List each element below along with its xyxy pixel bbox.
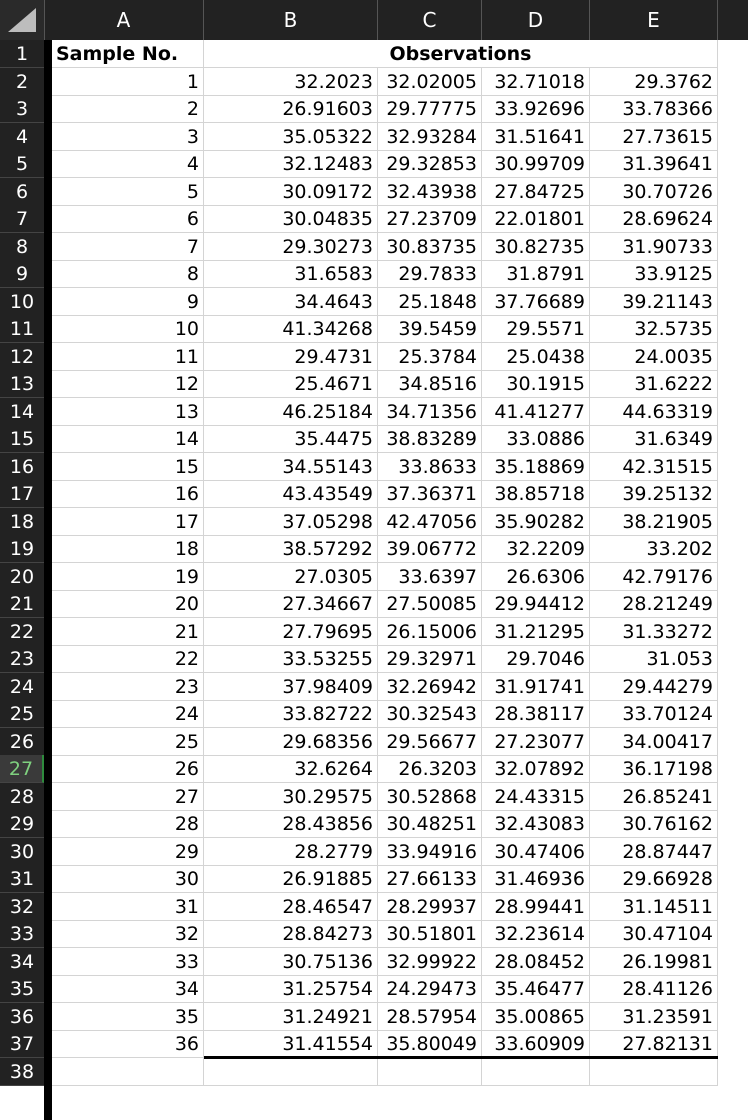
- cell-d16[interactable]: 35.18869: [482, 453, 590, 481]
- cell-a35[interactable]: 34: [52, 975, 204, 1003]
- cell-c24[interactable]: 32.26942: [378, 673, 482, 701]
- row-header-18[interactable]: 18: [0, 508, 44, 536]
- cell-c28[interactable]: 30.52868: [378, 783, 482, 811]
- row-header-36[interactable]: 36: [0, 1003, 44, 1031]
- cell-e11[interactable]: 32.5735: [590, 315, 718, 343]
- cell-e18[interactable]: 38.21905: [590, 508, 718, 536]
- cell-a31[interactable]: 30: [52, 865, 204, 893]
- cell-c4[interactable]: 32.93284: [378, 123, 482, 151]
- cell-d23[interactable]: 29.7046: [482, 645, 590, 673]
- cell-c16[interactable]: 33.8633: [378, 453, 482, 481]
- cell-b14[interactable]: 46.25184: [204, 398, 378, 426]
- row-header-4[interactable]: 4: [0, 123, 44, 151]
- cell-a32[interactable]: 31: [52, 893, 204, 921]
- cell-b24[interactable]: 37.98409: [204, 673, 378, 701]
- row-header-33[interactable]: 33: [0, 920, 44, 948]
- cell-c12[interactable]: 25.3784: [378, 343, 482, 371]
- row-header-13[interactable]: 13: [0, 370, 44, 398]
- cell-e3[interactable]: 33.78366: [590, 95, 718, 123]
- cell-e13[interactable]: 31.6222: [590, 370, 718, 398]
- cell-e20[interactable]: 42.79176: [590, 563, 718, 591]
- column-header-e[interactable]: E: [590, 0, 718, 40]
- row-header-divider: [44, 40, 52, 1120]
- cell-e25[interactable]: 33.70124: [590, 700, 718, 728]
- cell-d34[interactable]: 28.08452: [482, 948, 590, 976]
- cell-a4[interactable]: 3: [52, 123, 204, 151]
- cell-e24[interactable]: 29.44279: [590, 673, 718, 701]
- cell-e15[interactable]: 31.6349: [590, 425, 718, 453]
- cell-c22[interactable]: 26.15006: [378, 618, 482, 646]
- cell-b15[interactable]: 35.4475: [204, 425, 378, 453]
- cell-a33[interactable]: 32: [52, 920, 204, 948]
- cell-b18[interactable]: 37.05298: [204, 508, 378, 536]
- cell-a37[interactable]: 36: [52, 1030, 204, 1058]
- cell-c15[interactable]: 38.83289: [378, 425, 482, 453]
- cell-a16[interactable]: 15: [52, 453, 204, 481]
- cell-d30[interactable]: 30.47406: [482, 838, 590, 866]
- cell-a34[interactable]: 33: [52, 948, 204, 976]
- cell-a24[interactable]: 23: [52, 673, 204, 701]
- row-header-1[interactable]: 1: [0, 40, 44, 68]
- row-header-34[interactable]: 34: [0, 948, 44, 976]
- cell-c13[interactable]: 34.8516: [378, 370, 482, 398]
- cell-e12[interactable]: 24.0035: [590, 343, 718, 371]
- cell-c14[interactable]: 34.71356: [378, 398, 482, 426]
- cell-e17[interactable]: 39.25132: [590, 480, 718, 508]
- cell-c2[interactable]: 32.02005: [378, 68, 482, 96]
- row-header-26[interactable]: 26: [0, 728, 44, 756]
- cell-e6[interactable]: 30.70726: [590, 178, 718, 206]
- cell-a10[interactable]: 9: [52, 288, 204, 316]
- cell-d32[interactable]: 28.99441: [482, 893, 590, 921]
- cell-c5[interactable]: 29.32853: [378, 150, 482, 178]
- row-header-32[interactable]: 32: [0, 893, 44, 921]
- cell-b19[interactable]: 38.57292: [204, 535, 378, 563]
- row-header-16[interactable]: 16: [0, 453, 44, 481]
- column-header-a[interactable]: A: [44, 0, 204, 40]
- cell-c19[interactable]: 39.06772: [378, 535, 482, 563]
- cell-b29[interactable]: 28.43856: [204, 810, 378, 838]
- cell-d7[interactable]: 22.01801: [482, 205, 590, 233]
- cell-e38[interactable]: [590, 1058, 718, 1086]
- select-all-corner[interactable]: [0, 0, 45, 40]
- cell-b27[interactable]: 32.6264: [204, 755, 378, 783]
- cell-e26[interactable]: 34.00417: [590, 728, 718, 756]
- cell-c30[interactable]: 33.94916: [378, 838, 482, 866]
- cell-b32[interactable]: 28.46547: [204, 893, 378, 921]
- cell-b34[interactable]: 30.75136: [204, 948, 378, 976]
- row-header-10[interactable]: 10: [0, 288, 44, 316]
- cell-c26[interactable]: 29.56677: [378, 728, 482, 756]
- cell-b36[interactable]: 31.24921: [204, 1003, 378, 1031]
- cell-a17[interactable]: 16: [52, 480, 204, 508]
- cell-c31[interactable]: 27.66133: [378, 865, 482, 893]
- cell-d12[interactable]: 25.0438: [482, 343, 590, 371]
- cell-e14[interactable]: 44.63319: [590, 398, 718, 426]
- cell-d17[interactable]: 38.85718: [482, 480, 590, 508]
- row-header-37[interactable]: 37: [0, 1030, 44, 1058]
- cell-a11[interactable]: 10: [52, 315, 204, 343]
- cell-d22[interactable]: 31.21295: [482, 618, 590, 646]
- cell-b9[interactable]: 31.6583: [204, 260, 378, 288]
- cell-c3[interactable]: 29.77775: [378, 95, 482, 123]
- cell-b3[interactable]: 26.91603: [204, 95, 378, 123]
- cell-a38[interactable]: [52, 1058, 204, 1086]
- cell-d21[interactable]: 29.94412: [482, 590, 590, 618]
- row-header-6[interactable]: 6: [0, 178, 44, 206]
- cell-e31[interactable]: 29.66928: [590, 865, 718, 893]
- cell-b7[interactable]: 30.04835: [204, 205, 378, 233]
- cell-d3[interactable]: 33.92696: [482, 95, 590, 123]
- cell-e22[interactable]: 31.33272: [590, 618, 718, 646]
- cell-c27[interactable]: 26.3203: [378, 755, 482, 783]
- cell-e2[interactable]: 29.3762: [590, 68, 718, 96]
- cell-e33[interactable]: 30.47104: [590, 920, 718, 948]
- row-header-20[interactable]: 20: [0, 563, 44, 591]
- cell-b22[interactable]: 27.79695: [204, 618, 378, 646]
- cell-d20[interactable]: 26.6306: [482, 563, 590, 591]
- cell-d13[interactable]: 30.1915: [482, 370, 590, 398]
- row-header-17[interactable]: 17: [0, 480, 44, 508]
- cell-a30[interactable]: 29: [52, 838, 204, 866]
- cell-b12[interactable]: 29.4731: [204, 343, 378, 371]
- cell-a36[interactable]: 35: [52, 1003, 204, 1031]
- cell-e28[interactable]: 26.85241: [590, 783, 718, 811]
- cell-e37[interactable]: 27.82131: [590, 1030, 718, 1058]
- cell-a7[interactable]: 6: [52, 205, 204, 233]
- cell-c29[interactable]: 30.48251: [378, 810, 482, 838]
- cell-b26[interactable]: 29.68356: [204, 728, 378, 756]
- cell-d11[interactable]: 29.5571: [482, 315, 590, 343]
- cell-c33[interactable]: 30.51801: [378, 920, 482, 948]
- cell-e7[interactable]: 28.69624: [590, 205, 718, 233]
- cell-a18[interactable]: 17: [52, 508, 204, 536]
- row-header-22[interactable]: 22: [0, 618, 44, 646]
- cell-d24[interactable]: 31.91741: [482, 673, 590, 701]
- cell-a23[interactable]: 22: [52, 645, 204, 673]
- cell-b8[interactable]: 29.30273: [204, 233, 378, 261]
- cell-d38[interactable]: [482, 1058, 590, 1086]
- row-header-8[interactable]: 8: [0, 233, 44, 261]
- cell-e36[interactable]: 31.23591: [590, 1003, 718, 1031]
- cell-e5[interactable]: 31.39641: [590, 150, 718, 178]
- cell-e9[interactable]: 33.9125: [590, 260, 718, 288]
- cell-c8[interactable]: 30.83735: [378, 233, 482, 261]
- cell-b13[interactable]: 25.4671: [204, 370, 378, 398]
- cell-a2[interactable]: 1: [52, 68, 204, 96]
- row-header-25[interactable]: 25: [0, 700, 44, 728]
- cell-b2[interactable]: 32.2023: [204, 68, 378, 96]
- cell-a21[interactable]: 20: [52, 590, 204, 618]
- cell-d31[interactable]: 31.46936: [482, 865, 590, 893]
- cell-a29[interactable]: 28: [52, 810, 204, 838]
- cell-b11[interactable]: 41.34268: [204, 315, 378, 343]
- row-header-30[interactable]: 30: [0, 838, 44, 866]
- row-header-24[interactable]: 24: [0, 673, 44, 701]
- cell-b6[interactable]: 30.09172: [204, 178, 378, 206]
- cell-d14[interactable]: 41.41277: [482, 398, 590, 426]
- cell-c18[interactable]: 42.47056: [378, 508, 482, 536]
- cell-b33[interactable]: 28.84273: [204, 920, 378, 948]
- cell-e4[interactable]: 27.73615: [590, 123, 718, 151]
- cell-b4[interactable]: 35.05322: [204, 123, 378, 151]
- row-header-27[interactable]: 27: [0, 755, 44, 783]
- cell-e8[interactable]: 31.90733: [590, 233, 718, 261]
- row-header-31[interactable]: 31: [0, 865, 44, 893]
- cell-e29[interactable]: 30.76162: [590, 810, 718, 838]
- cell-a19[interactable]: 18: [52, 535, 204, 563]
- cell-d2[interactable]: 32.71018: [482, 68, 590, 96]
- cell-b25[interactable]: 33.82722: [204, 700, 378, 728]
- cell-a9[interactable]: 8: [52, 260, 204, 288]
- row-header-29[interactable]: 29: [0, 810, 44, 838]
- cell-e30[interactable]: 28.87447: [590, 838, 718, 866]
- cell-d29[interactable]: 32.43083: [482, 810, 590, 838]
- cell-e21[interactable]: 28.21249: [590, 590, 718, 618]
- cell-d36[interactable]: 35.00865: [482, 1003, 590, 1031]
- cell-b16[interactable]: 34.55143: [204, 453, 378, 481]
- row-header-35[interactable]: 35: [0, 975, 44, 1003]
- cell-c36[interactable]: 28.57954: [378, 1003, 482, 1031]
- cell-b23[interactable]: 33.53255: [204, 645, 378, 673]
- cell-e32[interactable]: 31.14511: [590, 893, 718, 921]
- cell-c38[interactable]: [378, 1058, 482, 1086]
- row-header-15[interactable]: 15: [0, 425, 44, 453]
- cell-b35[interactable]: 31.25754: [204, 975, 378, 1003]
- cell-a6[interactable]: 5: [52, 178, 204, 206]
- cell-c10[interactable]: 25.1848: [378, 288, 482, 316]
- cell-b38[interactable]: [204, 1058, 378, 1086]
- cell-b31[interactable]: 26.91885: [204, 865, 378, 893]
- cell-d25[interactable]: 28.38117: [482, 700, 590, 728]
- cell-c7[interactable]: 27.23709: [378, 205, 482, 233]
- cell-a28[interactable]: 27: [52, 783, 204, 811]
- cell-d33[interactable]: 32.23614: [482, 920, 590, 948]
- cell-a8[interactable]: 7: [52, 233, 204, 261]
- row-header-19[interactable]: 19: [0, 535, 44, 563]
- cell-d35[interactable]: 35.46477: [482, 975, 590, 1003]
- row-header-2[interactable]: 2: [0, 68, 44, 96]
- cell-d8[interactable]: 30.82735: [482, 233, 590, 261]
- cell-d10[interactable]: 37.76689: [482, 288, 590, 316]
- cell-c11[interactable]: 39.5459: [378, 315, 482, 343]
- cell-a5[interactable]: 4: [52, 150, 204, 178]
- cell-a27[interactable]: 26: [52, 755, 204, 783]
- select-all-icon: [8, 8, 36, 32]
- cell-a14[interactable]: 13: [52, 398, 204, 426]
- cell-b37[interactable]: 31.41554: [204, 1030, 378, 1058]
- cell-a15[interactable]: 14: [52, 425, 204, 453]
- cell-c23[interactable]: 29.32971: [378, 645, 482, 673]
- cell-a22[interactable]: 21: [52, 618, 204, 646]
- cell-c37[interactable]: 35.80049: [378, 1030, 482, 1058]
- row-header-14[interactable]: 14: [0, 398, 44, 426]
- row-header-28[interactable]: 28: [0, 783, 44, 811]
- cell-e27[interactable]: 36.17198: [590, 755, 718, 783]
- cell-d18[interactable]: 35.90282: [482, 508, 590, 536]
- row-header-3[interactable]: 3: [0, 95, 44, 123]
- column-header-d[interactable]: D: [482, 0, 590, 40]
- cell-e23[interactable]: 31.053: [590, 645, 718, 673]
- row-header-5[interactable]: 5: [0, 150, 44, 178]
- cell-d28[interactable]: 24.43315: [482, 783, 590, 811]
- column-header-c[interactable]: C: [378, 0, 482, 40]
- cell-c25[interactable]: 30.32543: [378, 700, 482, 728]
- cell-b21[interactable]: 27.34667: [204, 590, 378, 618]
- row-header-21[interactable]: 21: [0, 590, 44, 618]
- cell-d5[interactable]: 30.99709: [482, 150, 590, 178]
- cell-b20[interactable]: 27.0305: [204, 563, 378, 591]
- row-header-23[interactable]: 23: [0, 645, 44, 673]
- row-header-7[interactable]: 7: [0, 205, 44, 233]
- cell-c35[interactable]: 24.29473: [378, 975, 482, 1003]
- cell-c21[interactable]: 27.50085: [378, 590, 482, 618]
- cell-b30[interactable]: 28.2779: [204, 838, 378, 866]
- cell-d9[interactable]: 31.8791: [482, 260, 590, 288]
- cell-a20[interactable]: 19: [52, 563, 204, 591]
- cell-a26[interactable]: 25: [52, 728, 204, 756]
- cell-c6[interactable]: 32.43938: [378, 178, 482, 206]
- cell-c9[interactable]: 29.7833: [378, 260, 482, 288]
- cell-b5[interactable]: 32.12483: [204, 150, 378, 178]
- cell-b17[interactable]: 43.43549: [204, 480, 378, 508]
- cell-d37[interactable]: 33.60909: [482, 1030, 590, 1058]
- row-header-9[interactable]: 9: [0, 260, 44, 288]
- cell-d27[interactable]: 32.07892: [482, 755, 590, 783]
- cell-e34[interactable]: 26.19981: [590, 948, 718, 976]
- row-header-11[interactable]: 11: [0, 315, 44, 343]
- cell-a25[interactable]: 24: [52, 700, 204, 728]
- cell-b28[interactable]: 30.29575: [204, 783, 378, 811]
- table-bottom-border: [204, 1056, 718, 1059]
- row-header-12[interactable]: 12: [0, 343, 44, 371]
- cell-d6[interactable]: 27.84725: [482, 178, 590, 206]
- cell-b1-merged[interactable]: Observations: [204, 40, 718, 68]
- cell-b10[interactable]: 34.4643: [204, 288, 378, 316]
- cell-c20[interactable]: 33.6397: [378, 563, 482, 591]
- cell-c32[interactable]: 28.29937: [378, 893, 482, 921]
- cell-e10[interactable]: 39.21143: [590, 288, 718, 316]
- cell-e19[interactable]: 33.202: [590, 535, 718, 563]
- cell-a13[interactable]: 12: [52, 370, 204, 398]
- cell-a1[interactable]: Sample No.: [52, 40, 204, 68]
- cell-e16[interactable]: 42.31515: [590, 453, 718, 481]
- column-header-b[interactable]: B: [204, 0, 378, 40]
- cell-e35[interactable]: 28.41126: [590, 975, 718, 1003]
- cell-c34[interactable]: 32.99922: [378, 948, 482, 976]
- cell-d19[interactable]: 32.2209: [482, 535, 590, 563]
- cell-d4[interactable]: 31.51641: [482, 123, 590, 151]
- cell-d15[interactable]: 33.0886: [482, 425, 590, 453]
- row-header-38[interactable]: 38: [0, 1058, 44, 1086]
- cell-c17[interactable]: 37.36371: [378, 480, 482, 508]
- cell-a12[interactable]: 11: [52, 343, 204, 371]
- cell-d26[interactable]: 27.23077: [482, 728, 590, 756]
- cell-a3[interactable]: 2: [52, 95, 204, 123]
